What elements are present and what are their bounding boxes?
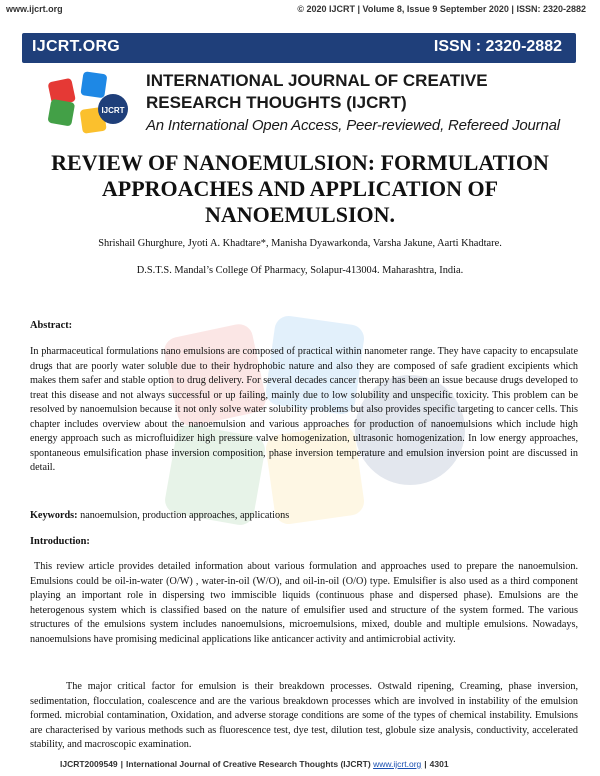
paper-authors: Shrishail Ghurghure, Jyoti A. Khadtare*, Manisha Dyawarkonda, Varsha Jakune, Aarti Khadtare. (98, 238, 502, 249)
journal-title-line1: INTERNATIONAL JOURNAL OF CREATIVE (146, 71, 488, 90)
journal-subtitle: An International Open Access, Peer-reviewed, Refereed Journal (146, 117, 560, 134)
journal-title-line2: RESEARCH THOUGHTS (IJCRT) (146, 93, 407, 112)
keywords-text: nanoemulsion, production approaches, applications (80, 510, 290, 521)
keywords-label: Keywords: (30, 510, 78, 521)
introduction-paragraph-2: The major critical factor for emulsion is their breakdown processes. Ostwald ripening, Creaming, phase inversion, sedimentation, flocculation, coalescence and are the various breakdown processes which are involved in instability of the emulsion formed. microbial contamination, Oxidation, and adverse storage conditions are some of the types of chemical instability. Emulsions are characterised by various methods such as fluorescence test, dye test, dilution test, globule size analysis, conductivity, accelerated stability, and macroscopic examination. (30, 681, 578, 750)
footer-url-link[interactable]: www.ijcrt.org (373, 759, 422, 769)
logo-text: IJCRT (101, 106, 125, 115)
abstract-heading: Abstract: (30, 320, 73, 331)
paper-affiliation: D.S.T.S. Mandal’s College Of Pharmacy, Solapur-413004. Maharashtra, India. (136, 265, 464, 276)
journal-banner (22, 33, 576, 63)
paper-title-line3: NANOEMULSION. (204, 202, 396, 227)
header-citation: © 2020 IJCRT | Volume 8, Issue 9 September 2020 | ISSN: 2320-2882 (297, 4, 586, 14)
introduction-heading: Introduction: (30, 536, 90, 547)
keywords-line (30, 509, 578, 524)
header-site: www.ijcrt.org (6, 4, 63, 14)
banner-issn: ISSN : 2320-2882 (433, 38, 562, 55)
paper-title (30, 150, 570, 228)
footer-journal: International Journal of Creative Research Thoughts (IJCRT) (126, 759, 371, 769)
banner-site: IJCRT.ORG (32, 38, 121, 55)
paper-title-line1: REVIEW OF NANOEMULSION: FORMULATION (51, 150, 549, 175)
footer-page-number: 4301 (429, 759, 449, 769)
footer-paper-id: IJCRT2009549 (60, 759, 118, 769)
page-footer: IJCRT2009549 | International Journal of Creative Research Thoughts (IJCRT) www.ijcrt.org | 4301 (60, 759, 449, 769)
ijcrt-logo (40, 70, 134, 140)
paper-title-line2: APPROACHES AND APPLICATION OF (101, 176, 499, 201)
journal-title (146, 70, 488, 114)
abstract-body: In pharmaceutical formulations nano emulsions are composed of practical within nanometer range. They have capacity to encapsulate drugs that are poorly water soluble due to their hydrophobic nature and also they are composed of safe gradient excipients which makes them safer and stable option to drug delivery. For several decades cancer therapy has been an issue because drugs developed to treat this disease and not always successful or up failing, mainly due to low solubility and unspecific toxicity. This problem can be resolved by nanoemulsion because it not only solve water solubility problems but also provides specific targeting to cancer cells. This chapter includes overview about the nanoemulsion and various approaches for production of nanoemulsions which include high energy approach such as microfluidizer high pressure valve homogenization, ultrasonic homogenization. In low energy approaches, spontaneous emulsification phase inversion composition, phase inversion temperature and emulsion inversion point are discussed in detail. (30, 346, 578, 473)
introduction-paragraph-1: This review article provides detailed information about various formulation and approaches used to prepare the nanoemulsion. Emulsions could be oil-in-water (O/W) , water-in-oil (W/O), and oil-in-oil (O/O) type. Emulsifier is also used as a third component playing an important role in dispersing two immiscible liquids (continuous phase and dispersed phase). Emulsions are the heterogenous system which is classified based on the nature of emulsifier used and structure of the system formed. The various structures of the emulsions system includes nanoemulsions, microemulsions, mixed, double and multiple emulsions. Nowadays, nanoemulsions have promising medicinal applications like anticancer activity and antimicrobial activity. (30, 561, 578, 645)
